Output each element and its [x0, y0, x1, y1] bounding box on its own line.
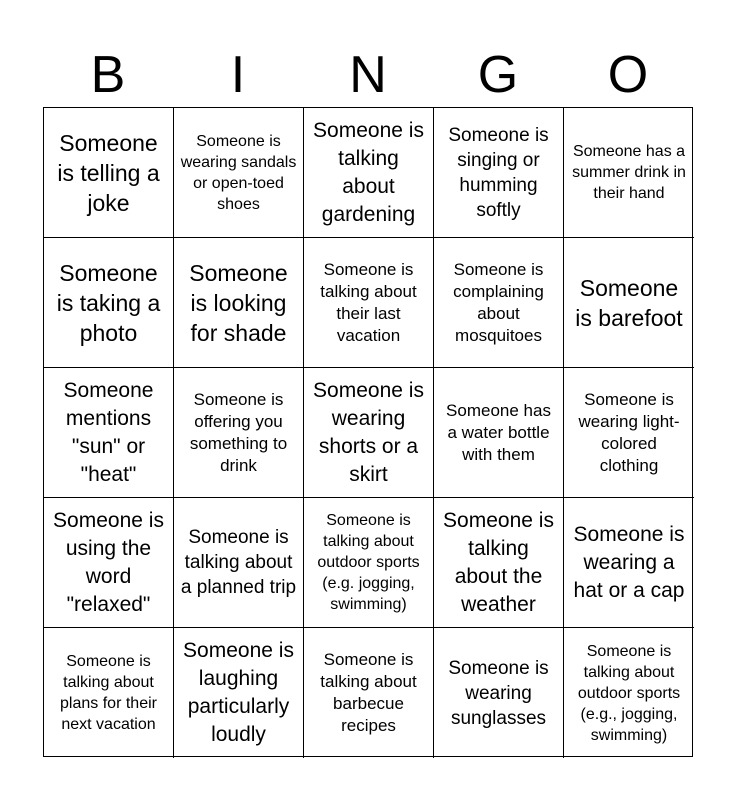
cell-text: Someone is talking about the weather	[443, 508, 554, 616]
cell-text: Someone is laughing particularly loudly	[183, 639, 294, 746]
bingo-cell[interactable]	[174, 498, 304, 628]
header-letter-n: N	[349, 46, 387, 104]
bingo-cell[interactable]	[564, 628, 694, 758]
header-letter-b: B	[90, 46, 126, 104]
bingo-header	[43, 44, 693, 106]
cell-text: Someone is talking about a planned trip	[180, 527, 297, 598]
bingo-cell[interactable]	[304, 498, 434, 628]
bingo-cell[interactable]	[434, 498, 564, 628]
bingo-cell[interactable]	[174, 108, 304, 238]
header-letter-g: G	[477, 46, 519, 104]
cell-text: Someone has a summer drink in their hand	[572, 143, 686, 202]
bingo-cell[interactable]	[174, 628, 304, 758]
cell-text: Someone is looking for shade	[189, 259, 288, 346]
cell-text: Someone is talking about barbecue recipes	[320, 650, 417, 735]
cell-text: Someone is singing or humming softly	[448, 124, 549, 221]
bingo-cell[interactable]	[174, 368, 304, 498]
bingo-cell[interactable]	[44, 498, 174, 628]
cell-text: Someone is wearing sandals or open-toed shoes	[180, 132, 297, 213]
bingo-cell[interactable]	[564, 108, 694, 238]
bingo-cell[interactable]	[44, 238, 174, 368]
cell-text: Someone is talking about plans for their next vacation	[60, 653, 157, 733]
cell-text: Someone is talking about outdoor sports (e.g., jogging, swimming)	[577, 642, 681, 744]
cell-text: Someone is talking about their last vacation	[320, 259, 417, 345]
bingo-cell[interactable]	[434, 238, 564, 368]
cell-text: Someone is barefoot	[575, 274, 683, 331]
bingo-cell[interactable]	[434, 108, 564, 238]
bingo-cell[interactable]	[44, 628, 174, 758]
bingo-cell[interactable]	[564, 498, 694, 628]
cell-text: Someone is offering you something to drink	[189, 389, 288, 475]
cell-text: Someone is talking about outdoor sports (e.g. jogging, swimming)	[317, 512, 420, 613]
header-letter-i: I	[230, 46, 246, 104]
cell-text: Someone is using the word "relaxed"	[53, 508, 164, 616]
bingo-cell[interactable]	[434, 368, 564, 498]
cell-text: Someone has a water bottle with them	[446, 400, 551, 464]
cell-text: Someone is complaining about mosquitoes	[453, 259, 544, 345]
bingo-cell[interactable]	[564, 368, 694, 498]
header-letter-o: O	[607, 46, 649, 104]
bingo-cell[interactable]	[44, 368, 174, 498]
cell-text: Someone mentions "sun" or "heat"	[63, 378, 154, 486]
cell-text: Someone is wearing sunglasses	[448, 657, 549, 729]
bingo-cell[interactable]	[304, 628, 434, 758]
bingo-grid	[43, 107, 693, 757]
bingo-cell[interactable]	[434, 628, 564, 758]
cell-text: Someone is wearing light-colored clothing	[578, 389, 680, 475]
bingo-cell[interactable]	[304, 368, 434, 498]
cell-text: Someone is talking about gardening	[313, 118, 424, 226]
cell-text: Someone is taking a photo	[56, 259, 161, 346]
cell-text: Someone is wearing a hat or a cap	[573, 522, 685, 602]
bingo-cell[interactable]	[44, 108, 174, 238]
cell-text: Someone is telling a joke	[57, 129, 160, 216]
bingo-cell[interactable]	[304, 238, 434, 368]
bingo-cell[interactable]	[174, 238, 304, 368]
bingo-cell[interactable]	[564, 238, 694, 368]
cell-text: Someone is wearing shorts or a skirt	[313, 378, 424, 486]
bingo-cell[interactable]	[304, 108, 434, 238]
